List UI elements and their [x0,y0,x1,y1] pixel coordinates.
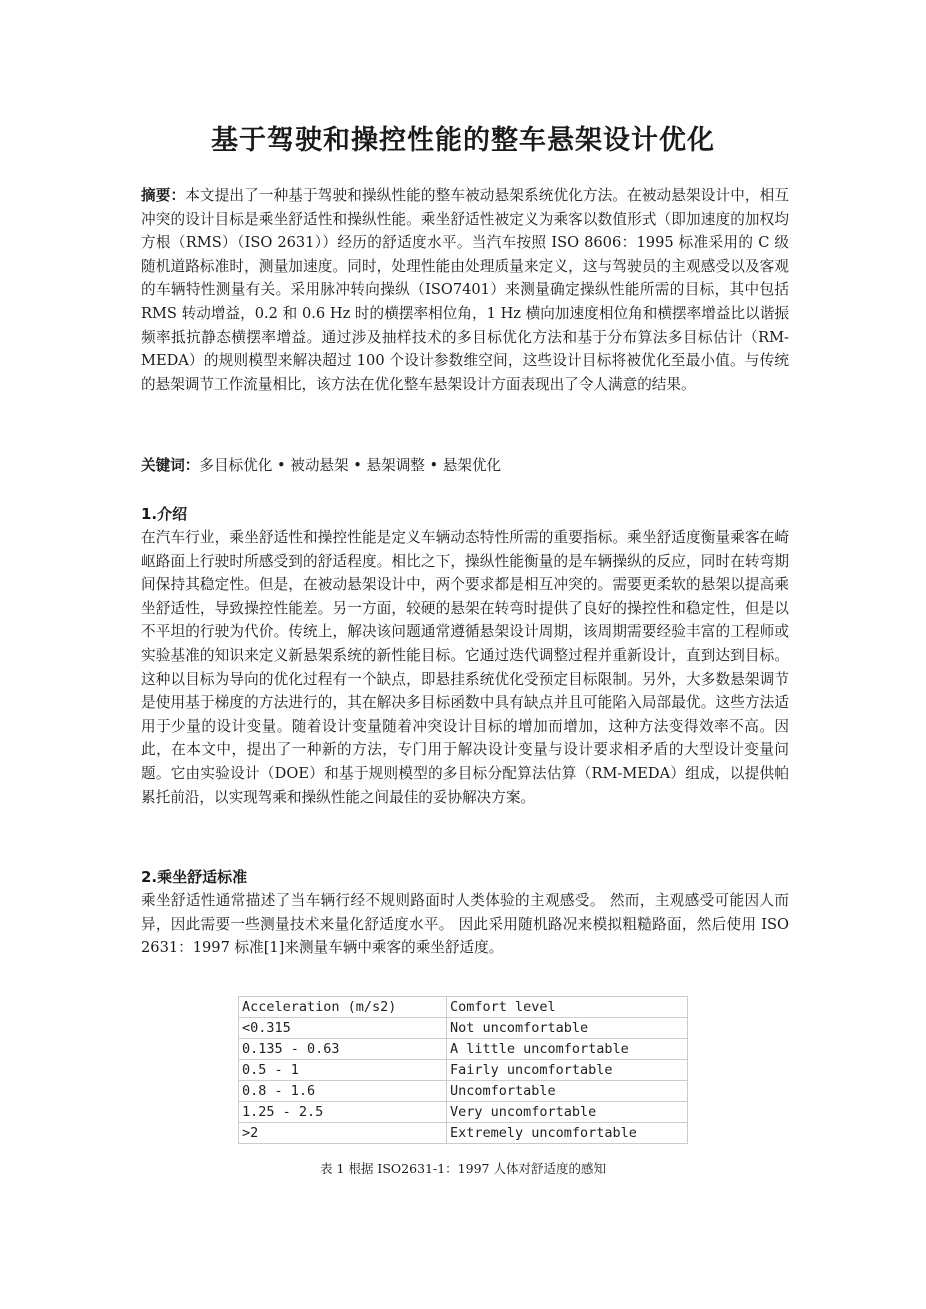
section-heading-ride-comfort: 2.乘坐舒适标准 [141,868,248,886]
abstract-paragraph [141,184,789,396]
table-header-cell: Comfort level [447,997,688,1018]
keywords-text: 多目标优化 • 被动悬架 • 悬架调整 • 悬架优化 [199,457,502,474]
comfort-level-table [238,996,688,1144]
table-cell-comfort: A little uncomfortable [447,1039,688,1060]
table-cell-comfort: Very uncomfortable [447,1102,688,1123]
table-row [239,1081,688,1102]
table-row [239,1123,688,1144]
table-cell-acceleration: 1.25 - 2.5 [239,1102,447,1123]
table-header-row [239,997,688,1018]
table-row [239,1060,688,1081]
table-row [239,1018,688,1039]
table-cell-comfort: Uncomfortable [447,1081,688,1102]
table-row [239,1102,688,1123]
abstract-label: 摘要： [141,187,186,204]
table-caption: 表 1 根据 ISO2631-1：1997 人体对舒适度的感知 [320,1161,606,1176]
table-cell-comfort: Fairly uncomfortable [447,1060,688,1081]
table-cell-comfort: Not uncomfortable [447,1018,688,1039]
table-cell-acceleration: 0.8 - 1.6 [239,1081,447,1102]
table-cell-acceleration: 0.5 - 1 [239,1060,447,1081]
abstract-text: 本文提出了一种基于驾驶和操纵性能的整车被动悬架系统优化方法。在被动悬架设计中，相互冲突的设计目标是乘坐舒适性和操纵性能。乘坐舒适性被定义为乘客以数值形式（即加速度的加权均方根（RMS）（ISO 2631））经历的舒适度水平。当汽车按照 ISO 8606：1995 标准采用的 C 级随机道路标准时，测量加速度。同时，处理性能由处理质量来定义，这与驾驶员的主观感受以及客观的车辆特性测量有关。采用脉冲转向操纵（ISO7401）来测量确定操纵性能所需的目标，其中包括 RMS 转动增益，0.2 和 0.6 Hz 时的横摆率相位角，1 Hz 横向加速度相位角和横摆率增益比以谐振频率抵抗静态横摆率增益。通过涉及抽样技术的多目标优化方法和基于分布算法多目标估计（RM-MEDA）的规则模型来解决超过 100 个设计参数维空间，这些设计目标将被优化至最小值。与传统的悬架调节工作流量相比，该方法在优化整车悬架设计方面表现出了令人满意的结果。 [141,187,789,393]
keywords-line [141,454,789,478]
section-text-introduction: 在汽车行业，乘坐舒适性和操控性能是定义车辆动态特性所需的重要指标。乘坐舒适度衡量乘客在崎岖路面上行驶时所感受到的舒适程度。相比之下，操纵性能衡量的是车辆操纵的反应，同时在转弯期间保持其稳定性。但是，在被动悬架设计中，两个要求都是相互冲突的。需要更柔软的悬架以提高乘坐舒适性，导致操控性能差。另一方面，较硬的悬架在转弯时提供了良好的操控性和稳定性，但是以不平坦的行驶为代价。传统上，解决该问题通常遵循悬架设计周期，该周期需要经验丰富的工程师或实验基准的知识来定义新悬架系统的新性能目标。它通过迭代调整过程并重新设计，直到达到目标。这种以目标为导向的优化过程有一个缺点，即悬挂系统优化受预定目标限制。另外，大多数悬架调节是使用基于梯度的方法进行的，其在解决多目标函数中具有缺点并且可能陷入局部最优。这些方法适用于少量的设计变量。随着设计变量随着冲突设计目标的增加而增加，这种方法变得效率不高。因此，在本文中，提出了一种新的方法，专门用于解决设计变量与设计要求相矛盾的大型设计变量问题。它由实验设计（DOE）和基于规则模型的多目标分配算法估算（RM-MEDA）组成，以提供帕累托前沿，以实现驾乘和操纵性能之间最佳的妥协解决方案。 [141,529,789,806]
table-cell-acceleration: >2 [239,1123,447,1144]
paper-title: 基于驾驶和操控性能的整车悬架设计优化 [211,125,715,156]
keywords-label: 关键词： [141,457,200,474]
section-heading-introduction: 1.介绍 [141,505,188,523]
table-cell-acceleration: <0.315 [239,1018,447,1039]
table-cell-comfort: Extremely uncomfortable [447,1123,688,1144]
section-text-ride-comfort: 乘坐舒适性通常描述了当车辆行经不规则路面时人类体验的主观感受。 然而，主观感受可能因人而异，因此需要一些测量技术来量化舒适度水平。 因此采用随机路况来模拟粗糙路面，然后使用 ISO 2631：1997 标准[1]来测量车辆中乘客的乘坐舒适度。 [141,892,789,957]
table-header-cell: Acceleration (m/s2) [239,997,447,1018]
table-row [239,1039,688,1060]
table-cell-acceleration: 0.135 - 0.63 [239,1039,447,1060]
